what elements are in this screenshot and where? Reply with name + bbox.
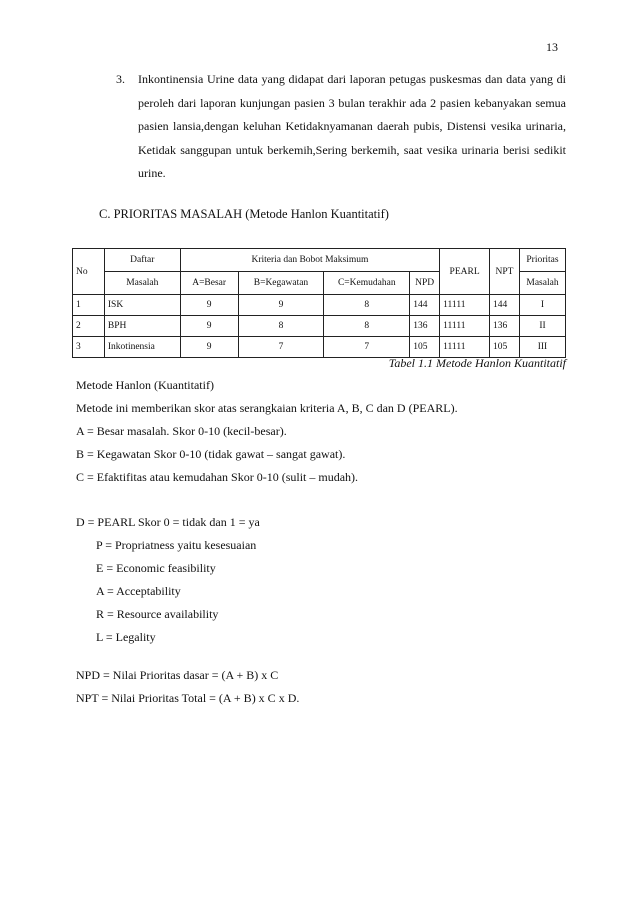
header-daftar: Daftar <box>104 249 180 272</box>
header-npd: NPD <box>410 272 440 295</box>
criteria-c: C = Efaktifitas atau kemudahan Skor 0-10 (sulit – mudah). <box>76 470 359 484</box>
cell-npt: 144 <box>490 295 520 316</box>
table-row <box>73 337 566 358</box>
header-prioritas: Prioritas <box>519 249 565 272</box>
cell-c: 7 <box>324 337 410 358</box>
criteria-a: A = Besar masalah. Skor 0-10 (kecil-besar). <box>76 424 287 438</box>
cell-c: 8 <box>324 316 410 337</box>
cell-npd: 144 <box>410 295 440 316</box>
cell-pearl: 11111 <box>440 295 490 316</box>
cell-npt: 136 <box>490 316 520 337</box>
priority-table <box>72 248 566 358</box>
header-npt: NPT <box>490 249 520 295</box>
pearl-a: A = Acceptability <box>96 584 181 598</box>
pearl-r: R = Resource availability <box>96 607 219 621</box>
list-item-text: Inkontinensia Urine data yang didapat dari laporan petugas puskesmas dan data yang di peroleh dari laporan kunjungan pasien 3 bulan terakhir ada 2 pasien kebanyakan semua pasien lansia,dengan keluhan Ketidaknyamanan daerah pubis, Distensi vesika urinaria, Ketidak sanggupan untuk berkemih,Sering berkemih, saat vesika urinaria berisi sedikit urine. <box>138 72 566 180</box>
cell-a: 9 <box>180 295 238 316</box>
header-prioritas-masalah: Masalah <box>519 272 565 295</box>
npd-formula: NPD = Nilai Prioritas dasar = (A + B) x C <box>76 668 279 682</box>
method-title: Metode Hanlon (Kuantitatif) <box>76 378 214 392</box>
cell-npd: 105 <box>410 337 440 358</box>
header-b: B=Kegawatan <box>238 272 324 295</box>
cell-b: 8 <box>238 316 324 337</box>
section-heading: C. PRIORITAS MASALAH (Metode Hanlon Kuantitatif) <box>99 207 389 221</box>
cell-pearl: 11111 <box>440 337 490 358</box>
criteria-d: D = PEARL Skor 0 = tidak dan 1 = ya <box>76 515 260 529</box>
cell-b: 7 <box>238 337 324 358</box>
cell-a: 9 <box>180 337 238 358</box>
criteria-b: B = Kegawatan Skor 0-10 (tidak gawat – sangat gawat). <box>76 447 346 461</box>
cell-npd: 136 <box>410 316 440 337</box>
list-item-number: 3. <box>116 72 125 86</box>
header-a: A=Besar <box>180 272 238 295</box>
pearl-e: E = Economic feasibility <box>96 561 216 575</box>
table-caption: Tabel 1.1 Metode Hanlon Kuantitatif <box>388 356 566 370</box>
cell-a: 9 <box>180 316 238 337</box>
cell-no: 2 <box>73 316 105 337</box>
cell-no: 3 <box>73 337 105 358</box>
cell-npt: 105 <box>490 337 520 358</box>
header-c: C=Kemudahan <box>324 272 410 295</box>
header-masalah: Masalah <box>104 272 180 295</box>
cell-prioritas: II <box>519 316 565 337</box>
pearl-l: L = Legality <box>96 630 156 644</box>
npt-formula: NPT = Nilai Prioritas Total = (A + B) x C x D. <box>76 691 300 705</box>
cell-prioritas: I <box>519 295 565 316</box>
cell-prioritas: III <box>519 337 565 358</box>
cell-c: 8 <box>324 295 410 316</box>
header-no: No <box>73 249 105 295</box>
table-row <box>73 295 566 316</box>
list-item-3 <box>116 68 566 186</box>
table-row <box>73 316 566 337</box>
method-description: Metode ini memberikan skor atas serangkaian kriteria A, B, C dan D (PEARL). <box>76 401 458 415</box>
cell-masalah: ISK <box>104 295 180 316</box>
pearl-p: P = Propriatness yaitu kesesuaian <box>96 538 257 552</box>
table-header-row <box>73 249 566 272</box>
cell-masalah: Inkotinensia <box>104 337 180 358</box>
cell-pearl: 11111 <box>440 316 490 337</box>
page-number: 13 <box>546 40 558 54</box>
cell-b: 9 <box>238 295 324 316</box>
header-kriteria: Kriteria dan Bobot Maksimum <box>180 249 439 272</box>
cell-no: 1 <box>73 295 105 316</box>
header-pearl: PEARL <box>440 249 490 295</box>
cell-masalah: BPH <box>104 316 180 337</box>
